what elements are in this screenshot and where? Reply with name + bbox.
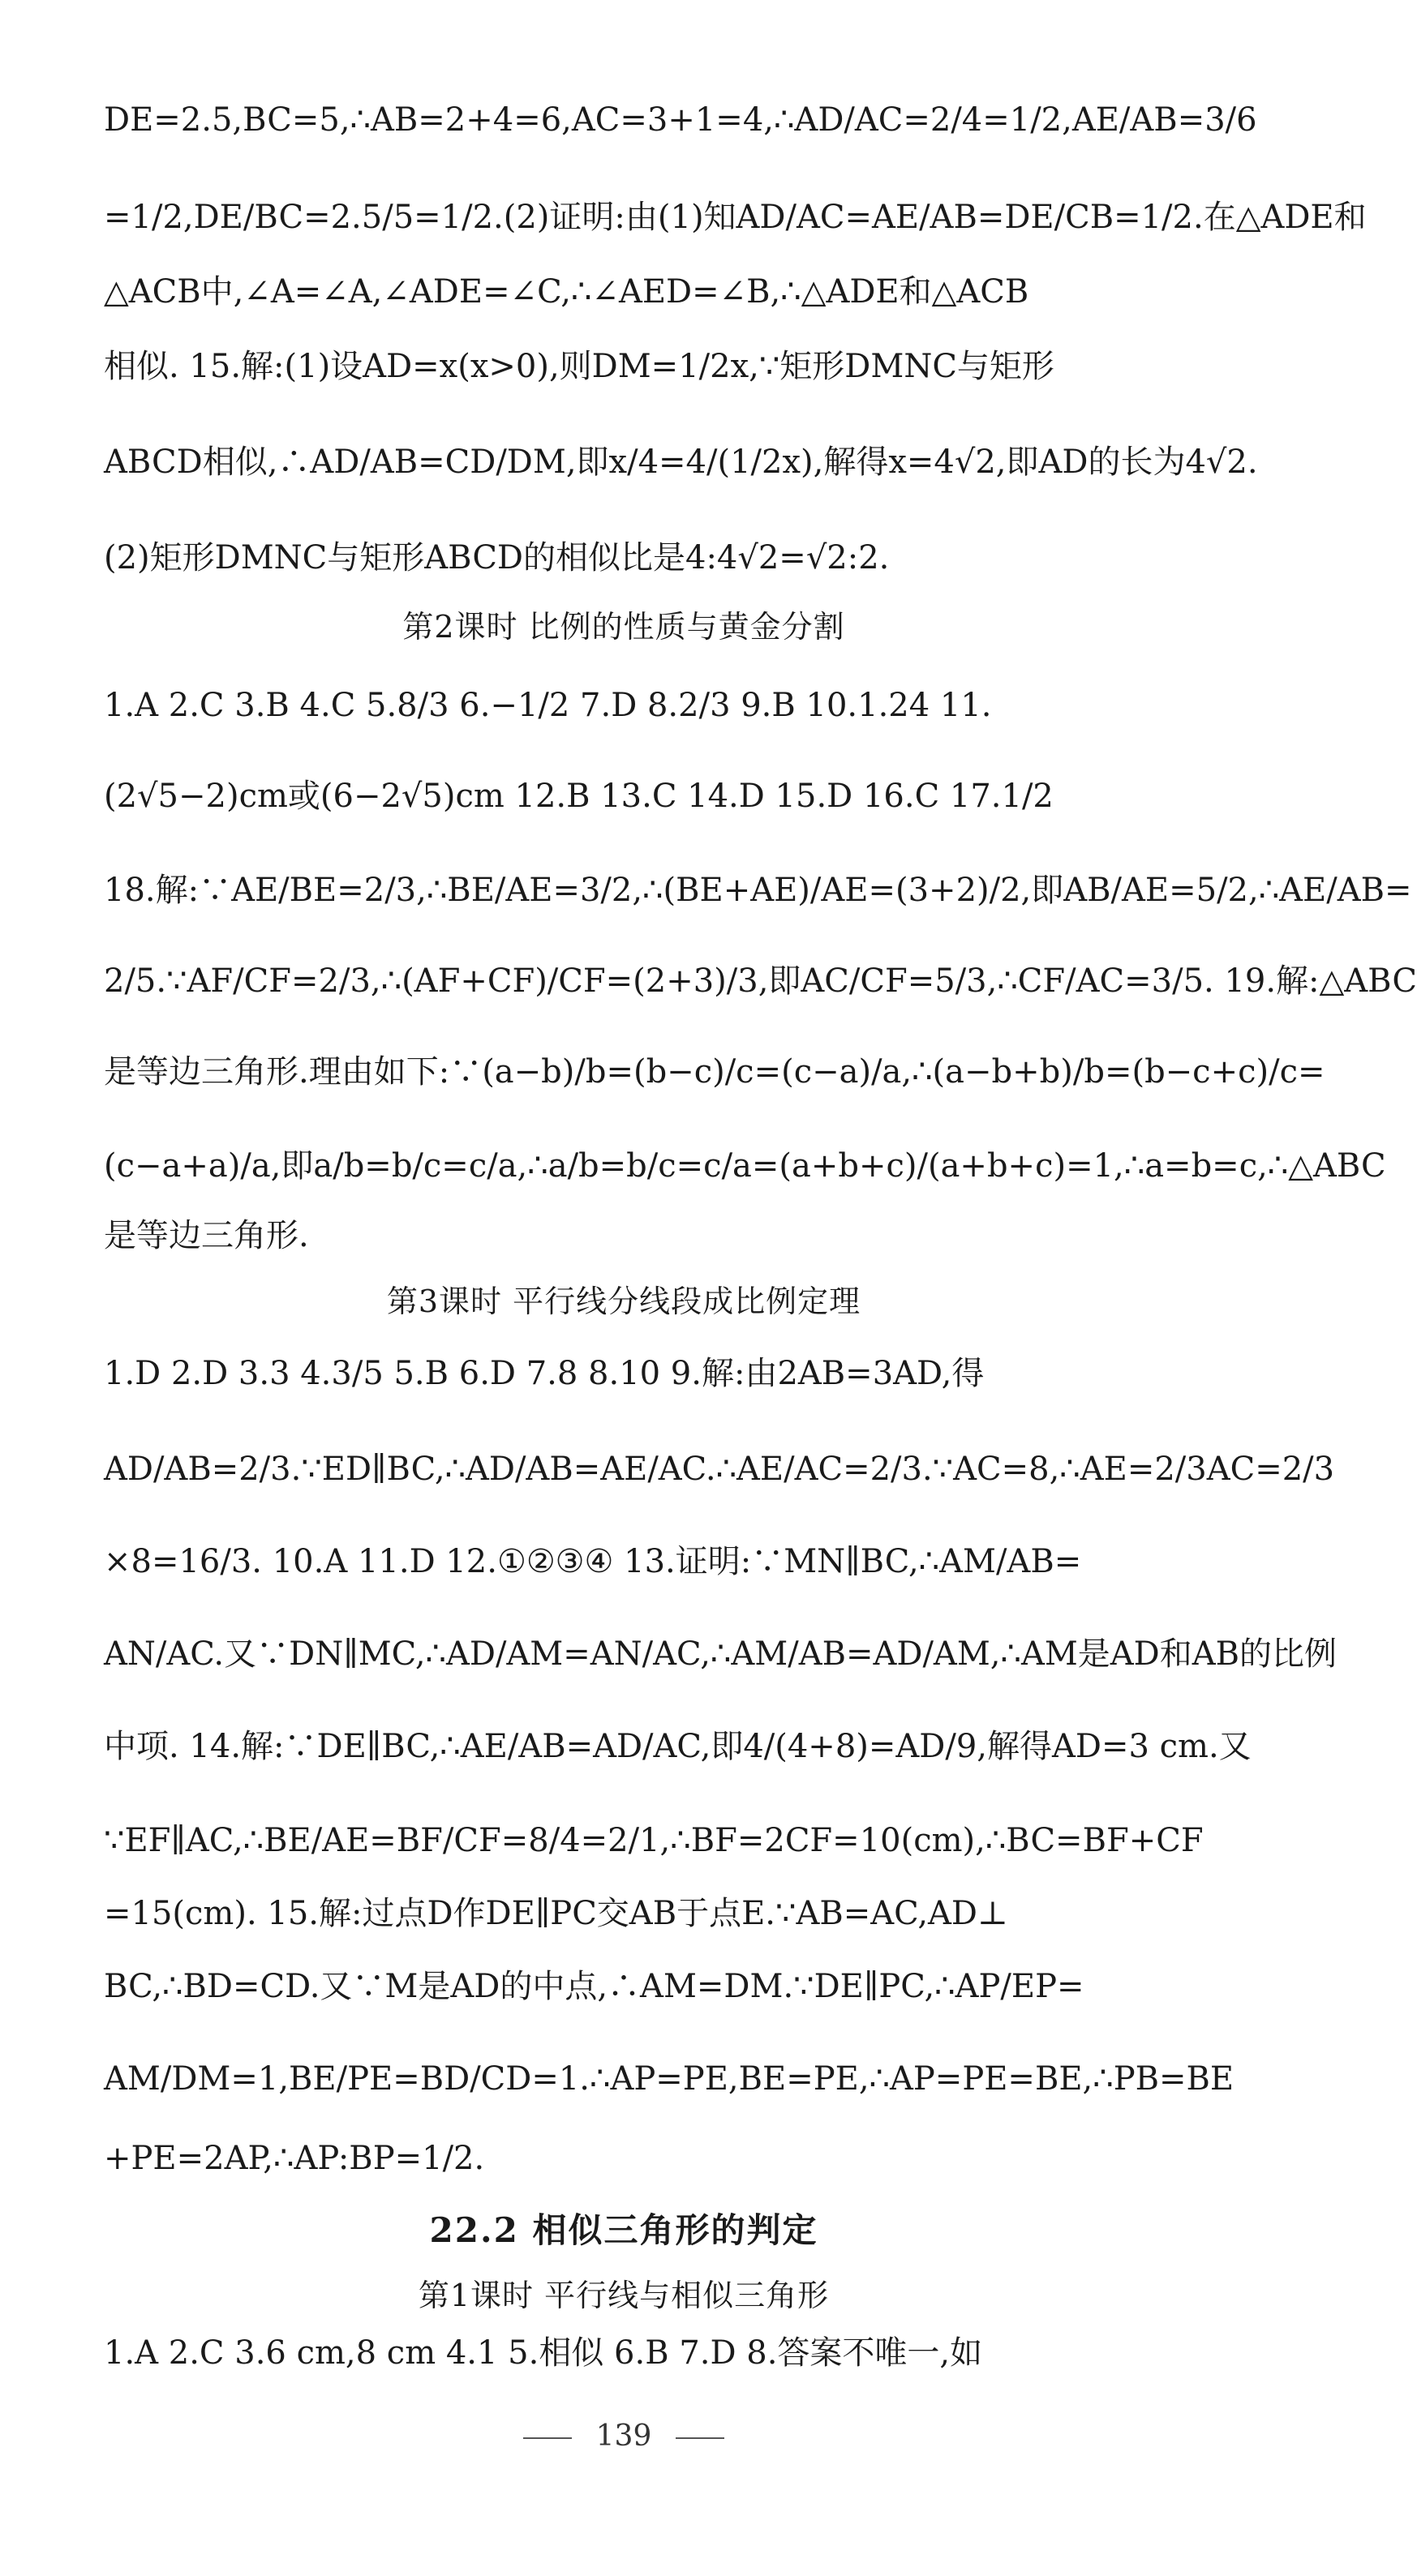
text-line: AM/DM=1,BE/PE=BD/CD=1.∴AP=PE,BE=PE,∴AP=PE=BE,∴PB=BE [104, 2060, 1235, 2098]
text-line: (2√5−2)cm或(6−2√5)cm 12.B 13.C 14.D 15.D 16.C 17.1/2 [104, 778, 1054, 815]
text-line: 是等边三角形. [104, 1217, 309, 1254]
lesson-heading: 第1课时 平行线与相似三角形 [418, 2278, 830, 2313]
text-line: 中项. 14.解:∵DE∥BC,∴AE/AB=AD/AC,即4/(4+8)=AD/9,解得AD=3 cm.又 [104, 1728, 1252, 1765]
text-line: (c−a+a)/a,即a/b=b/c=c/a,∴a/b=b/c=c/a=(a+b+c)/(a+b+c)=1,∴a=b=c,∴△ABC [104, 1147, 1386, 1185]
text-line: 2/5.∵AF/CF=2/3,∴(AF+CF)/CF=(2+3)/3,即AC/CF=5/3,∴CF/AC=3/5. 19.解:△ABC [104, 962, 1417, 1000]
text-line: ABCD相似,∴AD/AB=CD/DM,即x/4=4/(1/2x),解得x=4√2,即AD的长为4√2. [104, 444, 1258, 481]
footer-rule-left [523, 2437, 572, 2439]
text-line: ∵EF∥AC,∴BE/AE=BF/CF=8/4=2/1,∴BF=2CF=10(cm),∴BC=BF+CF [104, 1822, 1204, 1859]
text-line: △ACB中,∠A=∠A,∠ADE=∠C,∴∠AED=∠B,∴△ADE和△ACB [104, 273, 1029, 311]
text-line: (2)矩形DMNC与矩形ABCD的相似比是4:4√2=√2:2. [104, 539, 890, 576]
text-line: =15(cm). 15.解:过点D作DE∥PC交AB于点E.∵AB=AC,AD⊥ [104, 1895, 1008, 1932]
page-footer [0, 2420, 1247, 2453]
text-line: DE=2.5,BC=5,∴AB=2+4=6,AC=3+1=4,∴AD/AC=2/4=1/2,AE/AB=3/6 [104, 101, 1257, 139]
text-line: =1/2,DE/BC=2.5/5=1/2.(2)证明:由(1)知AD/AC=AE/AB=DE/CB=1/2.在△ADE和 [104, 199, 1367, 236]
text-line: 是等边三角形.理由如下:∵(a−b)/b=(b−c)/c=(c−a)/a,∴(a−b+b)/b=(b−c+c)/c= [104, 1053, 1325, 1091]
text-line: 1.D 2.D 3.3 4.3/5 5.B 6.D 7.8 8.10 9.解:由2AB=3AD,得 [104, 1355, 985, 1392]
text-line: 1.A 2.C 3.6 cm,8 cm 4.1 5.相似 6.B 7.D 8.答案不唯一,如 [104, 2334, 983, 2372]
footer-rule-right [676, 2437, 724, 2439]
text-line: 相似. 15.解:(1)设AD=x(x>0),则DM=1/2x,∵矩形DMNC与矩形 [104, 348, 1054, 385]
text-line: AN/AC.又∵DN∥MC,∴AD/AM=AN/AC,∴AM/AB=AD/AM,∴AM是AD和AB的比例 [104, 1635, 1338, 1673]
text-line: 18.解:∵AE/BE=2/3,∴BE/AE=3/2,∴(BE+AE)/AE=(3+2)/2,即AB/AE=5/2,∴AE/AB= [104, 872, 1412, 909]
text-line: 1.A 2.C 3.B 4.C 5.8/3 6.−1/2 7.D 8.2/3 9.B 10.1.24 11. [104, 687, 992, 724]
text-line: +PE=2AP,∴AP:BP=1/2. [104, 2140, 485, 2177]
text-line: ×8=16/3. 10.A 11.D 12.①②③④ 13.证明:∵MN∥BC,∴AM/AB= [104, 1543, 1082, 1580]
section-heading: 22.2 相似三角形的判定 [429, 2210, 818, 2250]
lesson-heading: 第3课时 平行线分线段成比例定理 [386, 1284, 861, 1319]
text-line: BC,∴BD=CD.又∵M是AD的中点,∴AM=DM.∵DE∥PC,∴AP/EP= [104, 1968, 1084, 2005]
lesson-heading: 第2课时 比例的性质与黄金分割 [402, 609, 845, 645]
text-line: AD/AB=2/3.∵ED∥BC,∴AD/AB=AE/AC.∴AE/AC=2/3.∵AC=8,∴AE=2/3AC=2/3 [104, 1451, 1335, 1488]
page-number: 139 [595, 2420, 652, 2453]
